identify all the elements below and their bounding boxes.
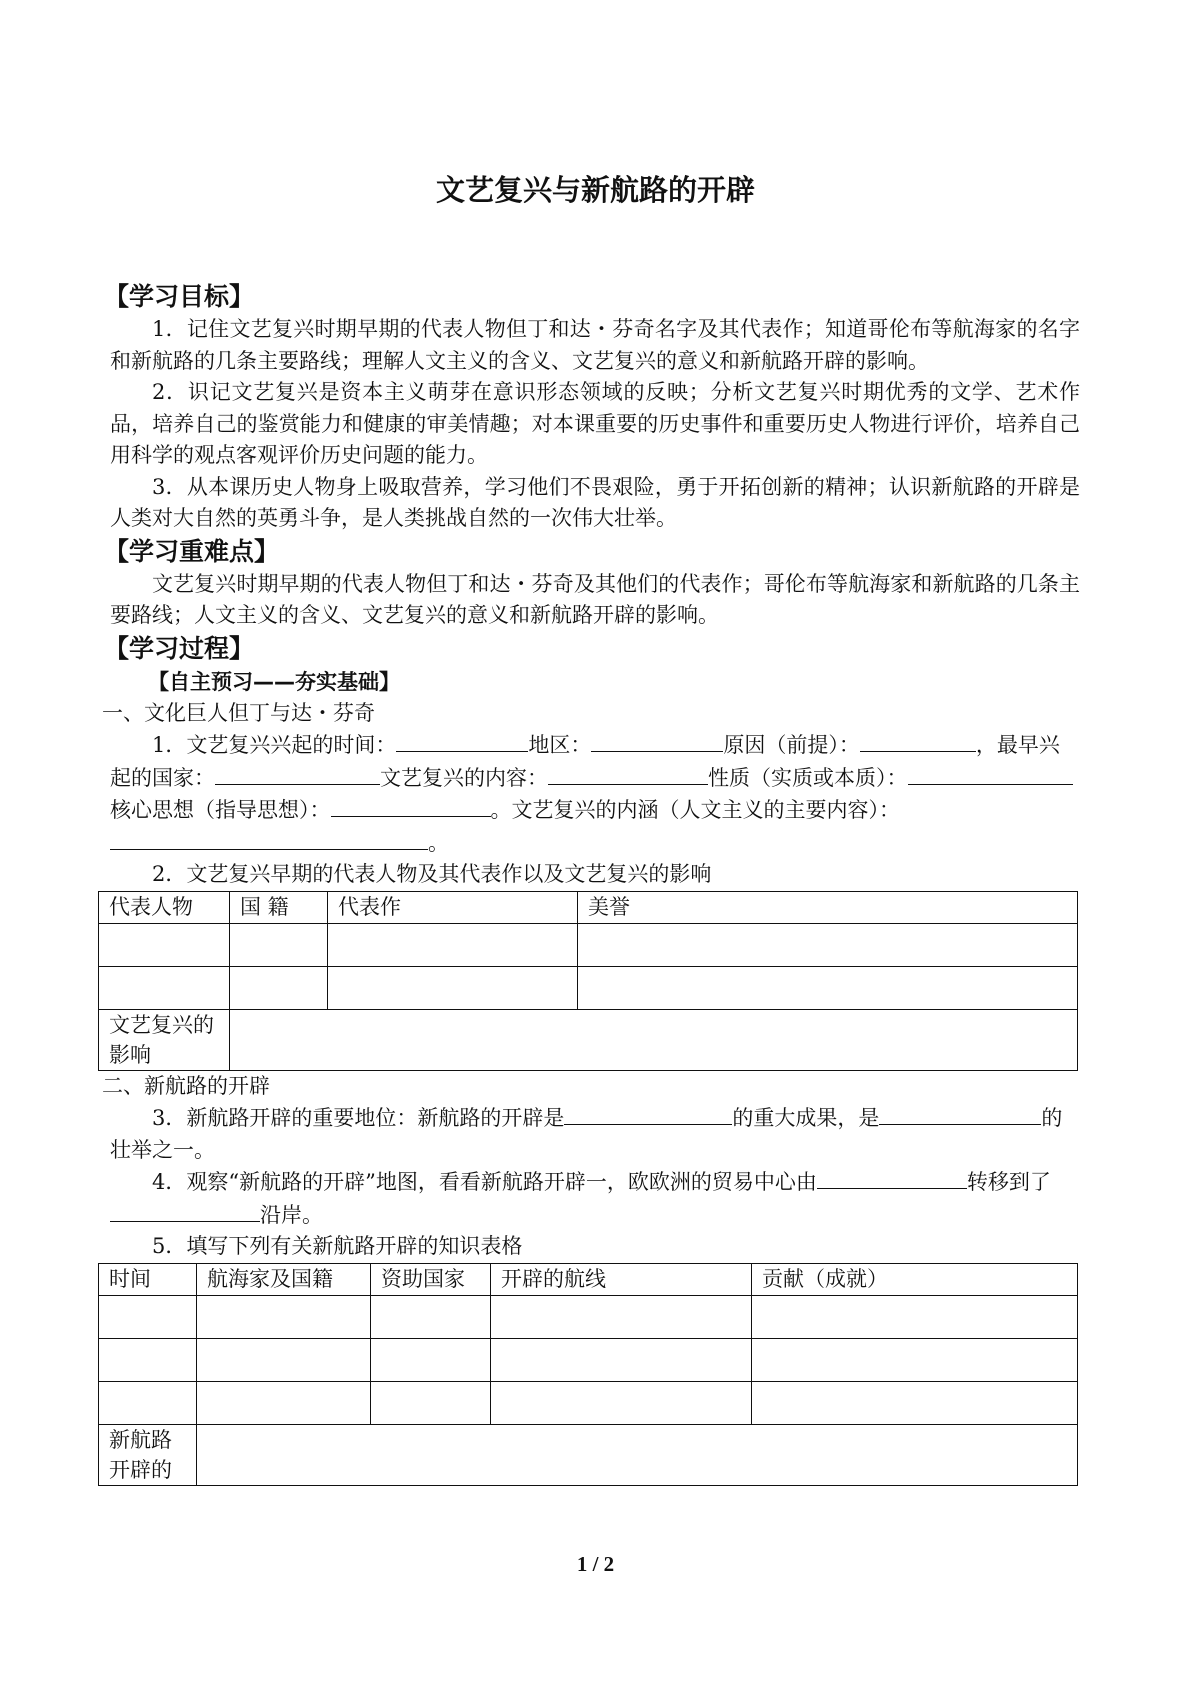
table-cell[interactable] <box>99 923 230 966</box>
table-cell[interactable] <box>752 1381 1078 1424</box>
table2-header-time: 时间 <box>99 1263 197 1295</box>
table-cell[interactable] <box>491 1338 752 1381</box>
table1-footer-cell[interactable] <box>230 1009 1078 1070</box>
table-cell[interactable] <box>99 966 230 1009</box>
new-routes-table <box>98 1263 1078 1486</box>
table-row <box>99 966 1078 1009</box>
table-cell[interactable] <box>578 923 1078 966</box>
q1-humanism-label: 。文艺复兴的内涵（人文主义的主要内容）： <box>490 798 900 822</box>
table1-header-title: 美誉 <box>578 891 1078 923</box>
goals-heading: 【学习目标】 <box>104 282 255 311</box>
q1-nature-blank[interactable] <box>908 762 1073 785</box>
q4-blank-1b[interactable] <box>937 1166 967 1189</box>
q1-cause-blank-b[interactable] <box>928 729 976 752</box>
question-1 <box>110 729 1080 859</box>
table2-header-navigator: 航海家及国籍 <box>197 1263 371 1295</box>
keypoints-text: 文艺复兴时期早期的代表人物但丁和达・芬奇及其他们的代表作；哥伦布等航海家和新航路的几条主要路线；人文主义的含义、文艺复兴的意义和新航路开辟的影响。 <box>110 571 1080 627</box>
question-2: 2．文艺复兴早期的代表人物及其代表作以及文艺复兴的影响 <box>152 862 712 886</box>
q3-label-a: 3．新航路开辟的重要地位：新航路的开辟是 <box>152 1106 565 1130</box>
q3-label-c: 的壮举之一。 <box>110 1106 1063 1162</box>
q3-blank-2b[interactable] <box>975 1102 1041 1125</box>
q1-cause-label: 原因（前提）： <box>723 733 860 757</box>
q4-label-b: 转移到了 <box>966 1170 1051 1194</box>
q3-label-b: 的重大成果，是 <box>732 1106 880 1130</box>
table-row <box>99 1295 1078 1338</box>
q1-time-blank[interactable] <box>396 729 528 752</box>
table1-header-person: 代表人物 <box>99 891 230 923</box>
goal-item-1: 1．记住文艺复兴时期早期的代表人物但丁和达・芬奇名字及其代表作；知道哥伦布等航海家的名字和新航路的几条主要路线；理解人文主义的含义、文艺复兴的意义和新航路开辟的影响。 <box>110 317 1080 373</box>
table-row <box>99 923 1078 966</box>
page-number: 1 / 2 <box>576 1552 615 1576</box>
table-cell[interactable] <box>328 966 578 1009</box>
table-cell[interactable] <box>491 1295 752 1338</box>
table-cell[interactable] <box>99 1295 197 1338</box>
q1-country-blank[interactable] <box>215 762 380 785</box>
q1-region-label: 地区： <box>528 733 592 757</box>
table-cell[interactable] <box>328 923 578 966</box>
table-cell[interactable] <box>491 1381 752 1424</box>
table-cell[interactable] <box>371 1338 491 1381</box>
table-cell[interactable] <box>752 1338 1078 1381</box>
table-row <box>99 1338 1078 1381</box>
part2-heading: 二、新航路的开辟 <box>102 1073 270 1098</box>
process-heading: 【学习过程】 <box>104 633 255 663</box>
q4-blank-1a[interactable] <box>817 1166 937 1189</box>
table-row <box>99 1381 1078 1424</box>
table1-header-nationality: 国 籍 <box>230 891 328 923</box>
q1-core-label: 核心思想（指导思想）： <box>110 798 331 822</box>
goal-item-3: 3．从本课历史人物身上吸取营养，学习他们不畏艰险，勇于开拓创新的精神；认识新航路的开辟是人类对大自然的英勇斗争，是人类挑战自然的一次伟大壮举。 <box>110 474 1080 530</box>
table-cell[interactable] <box>371 1295 491 1338</box>
table-cell[interactable] <box>230 966 328 1009</box>
keypoints-heading: 【学习重难点】 <box>104 536 280 566</box>
q1-content-blank[interactable] <box>548 762 708 785</box>
q1-time-label: 1．文艺复兴兴起的时间： <box>152 733 397 757</box>
q1-humanism-blank[interactable] <box>110 827 428 850</box>
q1-end: 。 <box>428 830 449 855</box>
document-body <box>102 280 1080 1486</box>
table2-header-sponsor: 资助国家 <box>371 1263 491 1295</box>
table2-footer-cell[interactable] <box>197 1424 1078 1485</box>
q1-country-label: ，最早兴起的国家： <box>110 733 1060 790</box>
table2-header-route: 开辟的航线 <box>491 1263 752 1295</box>
table-cell[interactable] <box>197 1338 371 1381</box>
table-cell[interactable] <box>371 1381 491 1424</box>
goal-item-2: 2．识记文艺复兴是资本主义萌芽在意识形态领域的反映；分析文艺复兴时期优秀的文学、艺术作品，培养自己的鉴赏能力和健康的审美情趣；对本课重要的历史事件和重要历史人物进行评价，培养自己用科学的观点客观评价历史问题的能力。 <box>110 380 1080 467</box>
preview-subheading: 【自主预习——夯实基础】 <box>148 669 400 694</box>
q1-region-blank[interactable] <box>591 729 723 752</box>
table1-header-works: 代表作 <box>328 891 578 923</box>
q3-blank-1[interactable] <box>564 1102 732 1125</box>
table-cell[interactable] <box>752 1295 1078 1338</box>
table1-footer-label: 文艺复兴的影响 <box>99 1009 230 1070</box>
q1-content-label: 文艺复兴的内容： <box>380 765 548 790</box>
question-5: 5．填写下列有关新航路开辟的知识表格 <box>152 1234 523 1258</box>
question-3 <box>110 1102 1080 1166</box>
table-cell[interactable] <box>578 966 1078 1009</box>
q4-label-a: 4．观察“新航路的开辟”地图，看看新航路开辟一，欧欧洲的贸易中心由 <box>152 1170 817 1194</box>
q1-nature-label: 性质（实质或本质）： <box>708 765 908 790</box>
table-cell[interactable] <box>197 1295 371 1338</box>
table-cell[interactable] <box>197 1381 371 1424</box>
table-cell[interactable] <box>99 1381 197 1424</box>
part1-heading: 一、文化巨人但丁与达・芬奇 <box>102 700 375 725</box>
renaissance-table <box>98 891 1078 1071</box>
question-4 <box>110 1166 1080 1231</box>
q4-label-c: 沿岸。 <box>260 1202 323 1227</box>
table2-footer-label: 新航路开辟的 <box>99 1424 197 1485</box>
q4-blank-2[interactable] <box>110 1199 260 1222</box>
q1-core-blank[interactable] <box>331 794 491 817</box>
q3-blank-2a[interactable] <box>879 1102 975 1125</box>
table-cell[interactable] <box>230 923 328 966</box>
table2-header-contribution: 贡献（成就） <box>752 1263 1078 1295</box>
table-cell[interactable] <box>99 1338 197 1381</box>
page-title: 文艺复兴与新航路的开辟 <box>435 173 755 207</box>
